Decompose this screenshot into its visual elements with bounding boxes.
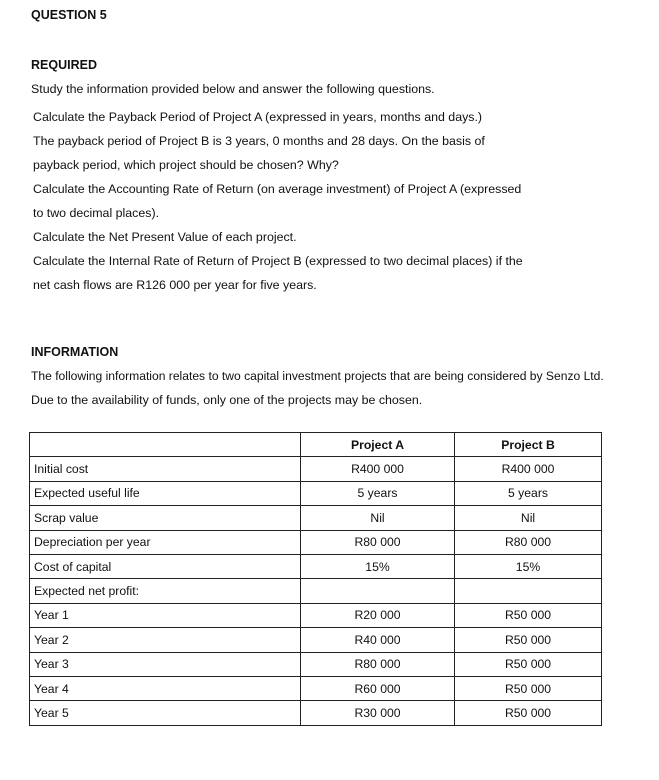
row-label: Expected net profit: [30, 579, 301, 603]
project-a-value: R80 000 [301, 652, 455, 676]
project-a-value: 15% [301, 554, 455, 578]
table-row [30, 481, 602, 505]
required-line: to two decimal places). [33, 206, 160, 220]
project-b-value: 5 years [455, 481, 602, 505]
required-intro: Study the information provided below and answer the following questions. [31, 82, 435, 96]
required-line: Calculate the Net Present Value of each project. [33, 230, 297, 244]
required-line: payback period, which project should be chosen? Why? [33, 158, 339, 172]
project-a-value: R80 000 [301, 530, 455, 554]
project-b-value: R50 000 [455, 701, 602, 725]
project-a-value: R60 000 [301, 676, 455, 700]
project-a-value: 5 years [301, 481, 455, 505]
required-heading: REQUIRED [31, 58, 97, 72]
information-heading: INFORMATION [31, 345, 119, 359]
project-b-value [455, 579, 602, 603]
row-label: Initial cost [30, 457, 301, 481]
required-line: Calculate the Payback Period of Project A (expressed in years, months and days.) [33, 110, 483, 124]
table-row [30, 530, 602, 554]
project-b-value: 15% [455, 554, 602, 578]
table-row [30, 676, 602, 700]
project-b-value: R400 000 [455, 457, 602, 481]
question-title: QUESTION 5 [31, 8, 107, 22]
required-line: net cash flows are R126 000 per year for five years. [33, 278, 317, 292]
information-line: The following information relates to two capital investment projects that are being considered by Senzo Ltd. [31, 369, 604, 383]
table-row [30, 579, 602, 603]
required-line: Calculate the Accounting Rate of Return (on average investment) of Project A (expressed [33, 182, 522, 196]
project-b-value: R50 000 [455, 603, 602, 627]
project-b-value: R50 000 [455, 652, 602, 676]
header-label-cell [30, 433, 301, 457]
table-row [30, 457, 602, 481]
table-row [30, 603, 602, 627]
project-a-value: R30 000 [301, 701, 455, 725]
header-project-b: Project B [455, 433, 602, 457]
table-row [30, 554, 602, 578]
row-label: Depreciation per year [30, 530, 301, 554]
row-label: Year 3 [30, 652, 301, 676]
header-project-a: Project A [301, 433, 455, 457]
project-b-value: R50 000 [455, 676, 602, 700]
required-line: The payback period of Project B is 3 years, 0 months and 28 days. On the basis of [33, 134, 485, 148]
required-line: Calculate the Internal Rate of Return of Project B (expressed to two decimal places) if the [33, 254, 523, 268]
project-b-value: Nil [455, 506, 602, 530]
table-row [30, 652, 602, 676]
information-line: Due to the availability of funds, only one of the projects may be chosen. [31, 393, 423, 407]
row-label: Cost of capital [30, 554, 301, 578]
table-row [30, 701, 602, 725]
row-label: Year 1 [30, 603, 301, 627]
table-row [30, 506, 602, 530]
row-label: Scrap value [30, 506, 301, 530]
project-table [29, 432, 602, 726]
project-b-value: R80 000 [455, 530, 602, 554]
row-label: Expected useful life [30, 481, 301, 505]
project-a-value [301, 579, 455, 603]
project-a-value: R400 000 [301, 457, 455, 481]
table-header-row [30, 433, 602, 457]
project-b-value: R50 000 [455, 628, 602, 652]
table-row [30, 628, 602, 652]
project-a-value: R20 000 [301, 603, 455, 627]
project-a-value: R40 000 [301, 628, 455, 652]
project-a-value: Nil [301, 506, 455, 530]
row-label: Year 2 [30, 628, 301, 652]
row-label: Year 5 [30, 701, 301, 725]
row-label: Year 4 [30, 676, 301, 700]
